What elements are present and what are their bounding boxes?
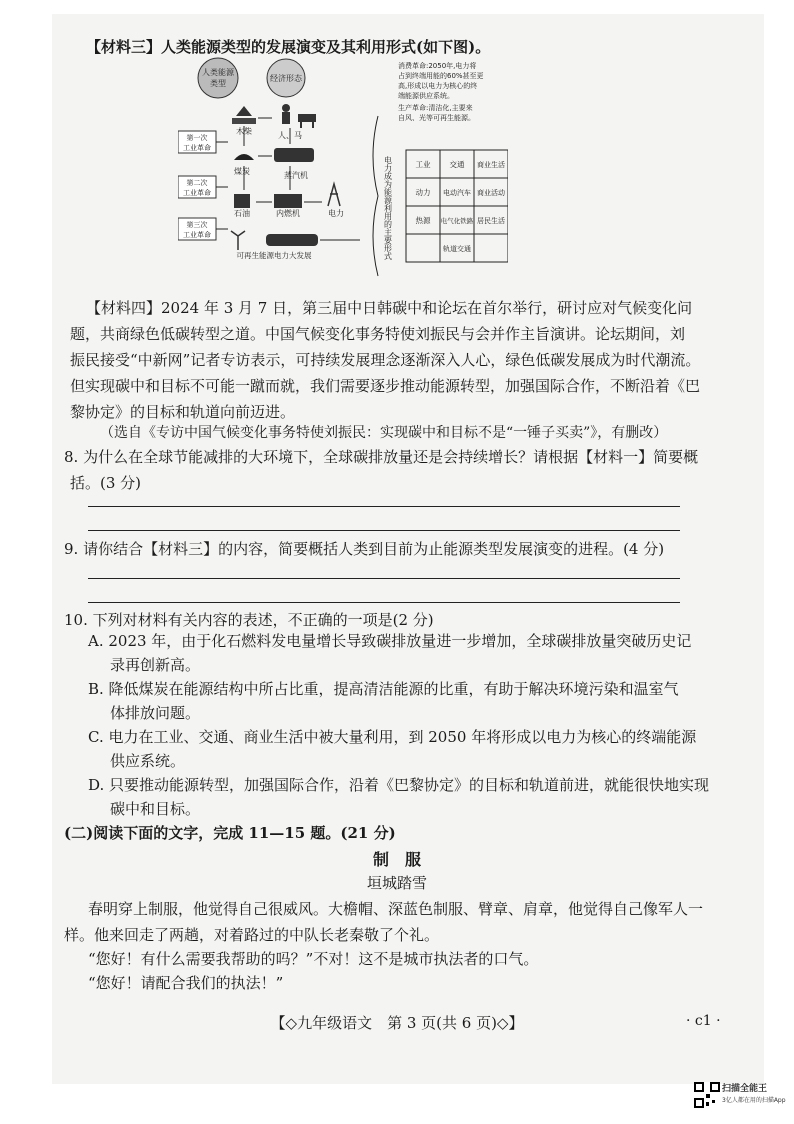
horse-pictogram	[298, 114, 316, 128]
story-title: 制 服	[372, 850, 421, 869]
note-line-4: 端能源供应系统。	[398, 92, 454, 100]
story-author: 垣城踏雪	[366, 874, 427, 892]
table-r2c2: 电动汽车	[443, 189, 471, 197]
steam-label: 蒸汽机	[284, 171, 308, 180]
circle1-line2: 类型	[210, 79, 226, 88]
q9-answer-line-2[interactable]	[88, 602, 680, 603]
q10-option-d-1: D. 只要推动能源转型，加强国际合作，沿着《巴黎协定》的目标和轨道前进，就能很快地实现	[88, 776, 710, 794]
material4-line-1: 【材料四】2024 年 3 月 7 日，第三届中日韩碳中和论坛在首尔举行，研讨应对气候变化问	[86, 299, 693, 317]
material4-line-2: 题，共商绿色低碳转型之道。中国气候变化事务特使刘振民与会并作主旨演讲。论坛期间，刘	[70, 325, 686, 343]
coal-pictogram	[234, 154, 254, 160]
rev2-line1: 第二次	[186, 179, 208, 187]
table-r4c2: 轨道交通	[443, 245, 471, 253]
table-r2c1: 动力	[415, 188, 431, 197]
pylon-pictogram	[328, 184, 340, 206]
human-pictogram	[282, 104, 290, 112]
footer-code: · c1 ·	[686, 1013, 721, 1029]
engine-pictogram	[274, 194, 302, 208]
oil-label: 石油	[234, 209, 250, 218]
wood-pictogram	[236, 106, 252, 116]
q8-answer-line-1[interactable]	[88, 506, 680, 507]
table-r3c1: 热源	[415, 216, 431, 225]
ev-pictogram	[266, 234, 318, 246]
scanner-brand	[722, 1084, 786, 1106]
note-line-1: 消费革命:2050年,电力将	[398, 62, 477, 70]
brand-name: 扫描全能王	[722, 1084, 768, 1094]
story-p2: “您好！有什么需要我帮助的吗？”不对！这不是城市执法者的口气。	[88, 950, 539, 968]
q8-line-2: 括。(3 分)	[70, 474, 142, 492]
brand-tagline: 3亿人都在用的扫描App	[722, 1097, 786, 1104]
wood-label: 木柴	[236, 127, 252, 136]
rev1-line1: 第一次	[186, 134, 208, 142]
rev3-line2: 工业革命	[183, 231, 211, 239]
q8-line-1: 8. 为什么在全球节能减排的大环境下，全球碳排放量还是会持续增长？请根据【材料一】简要概	[64, 448, 699, 466]
electric-label: 电力	[328, 209, 344, 218]
table-r3c3: 居民生活	[477, 217, 505, 225]
table-r1c3: 商业生活	[477, 161, 505, 169]
material3-title: 【材料三】人类能源类型的发展演变及其利用形式(如下图)。	[86, 38, 491, 56]
rev2-line2: 工业革命	[183, 189, 211, 197]
material4-line-4: 但实现碳中和目标不可能一蹴而就，我们需要逐步推动能源转型，加强国际合作，不断沿着《巴	[70, 377, 701, 395]
energy-type-circle	[198, 58, 238, 98]
rev1-line2: 工业革命	[183, 144, 211, 152]
q10-option-c-1: C. 电力在工业、交通、商业生活中被大量利用，到 2050 年将形成以电力为核心的终端能源	[88, 728, 697, 746]
renewable-label: 可再生能源电力大发展	[236, 251, 312, 260]
circle2-label: 经济形态	[270, 74, 302, 83]
turbine-pictogram	[231, 231, 245, 250]
q9-text: 9. 请你结合【材料三】的内容，简要概括人类到目前为止能源类型发展演变的进程。(4 分)	[64, 540, 665, 558]
q10-option-d-2: 碳中和目标。	[110, 800, 201, 818]
coal-label: 煤炭	[234, 167, 250, 176]
qr-code-icon	[694, 1082, 720, 1108]
q10-option-b-2: 体排放问题。	[110, 704, 201, 722]
note-line-2: 占到终端用能的60%甚至更	[398, 72, 484, 80]
q10-option-a-2: 录再创新高。	[110, 656, 201, 674]
steam-engine-pictogram	[274, 148, 314, 162]
q10-option-c-2: 供应系统。	[110, 752, 186, 770]
story-p3: “您好！请配合我们的执法！”	[88, 974, 284, 992]
note-line-6: 自风、光等可再生能源。	[398, 114, 475, 122]
human-horse-label: 人、马	[278, 131, 302, 140]
oil-pictogram	[234, 194, 250, 208]
q10-option-a-1: A. 2023 年，由于化石燃料发电量增长导致碳排放量进一步增加，全球碳排放量突破历史记	[88, 632, 692, 650]
table-r2c3: 商业活动	[477, 189, 505, 197]
table-r3c2: 电气化铁路	[440, 217, 474, 225]
note-line-3: 高,形成以电力为核心的终	[398, 82, 478, 90]
material4-source: （选自《专访中国气候变化事务特使刘振民：实现碳中和目标不是“一锤子买卖”》，有删改）	[100, 425, 668, 441]
q10-stem: 10. 下列对材料有关内容的表述，不正确的一项是(2 分)	[64, 611, 434, 629]
story-p1-line-2: 样。他来回走了两趟，对着路过的中队长老秦敬了个礼。	[64, 926, 440, 944]
energy-diagram	[178, 56, 508, 300]
rev3-line1: 第三次	[186, 221, 208, 229]
q10-option-b-1: B. 降低煤炭在能源结构中所占比重，提高清洁能源的比重，有助于解决环境污染和温室气	[88, 680, 679, 698]
material4-line-5: 黎协定》的目标和轨道向前迈进。	[70, 403, 296, 421]
vertical-label: 电力成为能源利用的主要形式	[383, 156, 393, 260]
story-p1-line-1: 春明穿上制服，他觉得自己很威风。大檐帽、深蓝色制服、臂章、肩章，他觉得自己像军人一	[88, 900, 704, 918]
engine-label: 内燃机	[276, 209, 300, 218]
q8-answer-line-2[interactable]	[88, 530, 680, 531]
table-r1c2: 交通	[449, 160, 465, 169]
page-footer: 【◇九年级语文 第 3 页(共 6 页)◇】	[270, 1014, 524, 1032]
circle1-line1: 人类能源	[202, 68, 234, 77]
section2-heading: (二)阅读下面的文字，完成 11—15 题。(21 分)	[64, 824, 396, 842]
note-line-5: 生产革命:清洁化,主要来	[398, 104, 473, 112]
q9-answer-line-1[interactable]	[88, 578, 680, 579]
table-r1c1: 工业	[415, 160, 431, 169]
material4-line-3: 振民接受“中新网”记者专访表示，可持续发展理念逐渐深入人心，绿色低碳发展成为时代潮流。	[70, 351, 701, 369]
